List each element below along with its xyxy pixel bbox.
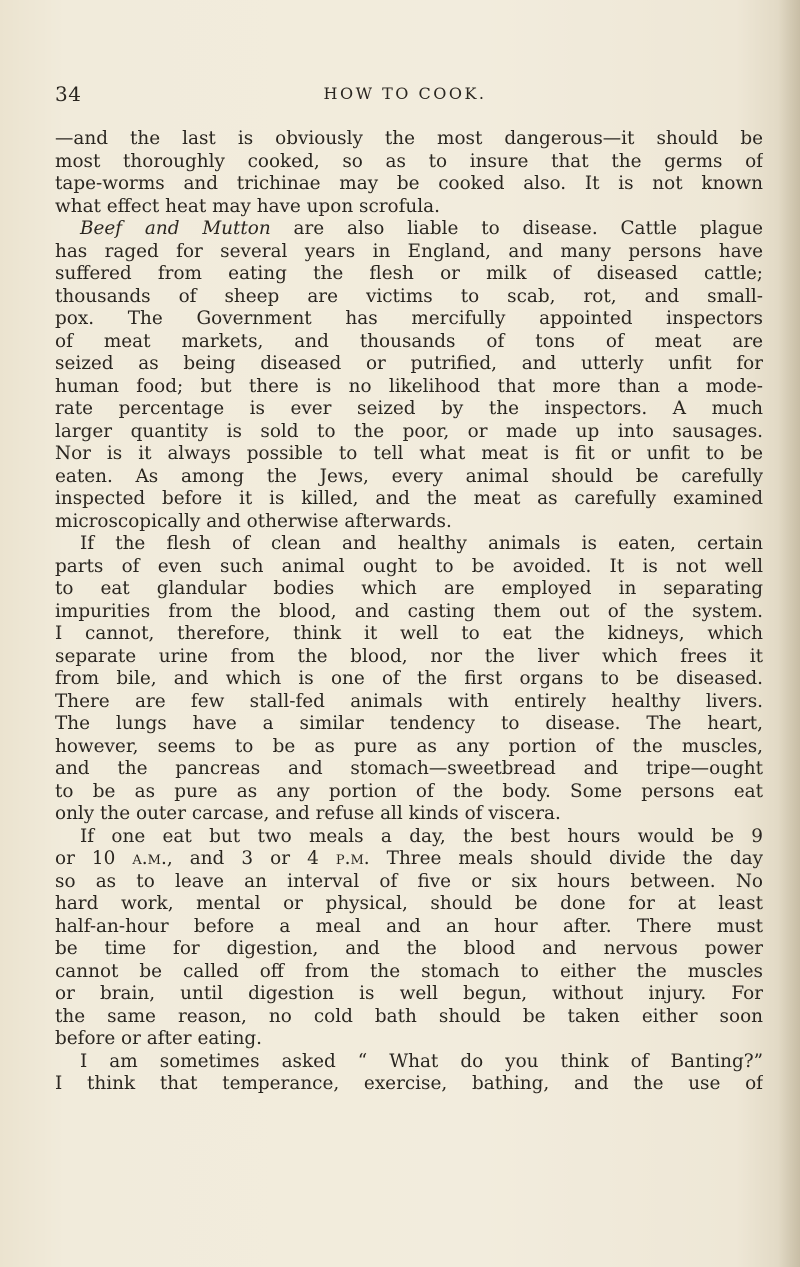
- text-line: microscopically and otherwise afterwards.: [55, 510, 452, 532]
- text-line: There are few stall-fed animals with entirely healthy livers.: [55, 690, 763, 712]
- text-line: the same reason, no cold bath should be taken either soon: [55, 1005, 763, 1027]
- text-line: pox. The Government has mercifully appointed inspectors: [55, 308, 763, 329]
- text-line: parts of even such animal ought to be avoided. It is not well: [55, 555, 763, 577]
- body-text: [55, 128, 763, 1096]
- text-line: inspected before it is killed, and the meat as carefully examined: [55, 488, 763, 509]
- text-line: from bile, and which is one of the first organs to be diseased.: [55, 668, 763, 689]
- text-line: I am sometimes asked “ What do you think of Banting?”: [80, 1050, 763, 1072]
- text-line: —and the last is obviously the most dangerous—it should be: [55, 128, 763, 149]
- text-line: to be as pure as any portion of the body. Some persons eat: [55, 780, 763, 802]
- section-lead-italic: Beef and Mutton: [80, 218, 271, 239]
- text-line: eaten. As among the Jews, every animal should be carefully: [55, 465, 763, 487]
- text-line: human food; but there is no likelihood that more than a mode-: [55, 375, 763, 397]
- text-line: [55, 848, 763, 871]
- text-line: of meat markets, and thousands of tons of meat are: [55, 330, 763, 352]
- text-line: impurities from the blood, and casting them out of the system.: [55, 600, 763, 622]
- text-line: cannot be called off from the stomach to either the muscles: [55, 960, 763, 982]
- text-line: Nor is it always possible to tell what meat is fit or unfit to be: [55, 443, 763, 464]
- text-run: are also liable to disease. Cattle plague: [270, 218, 763, 239]
- text-line: seized as being diseased or putrified, and utterly unfit for: [55, 353, 763, 374]
- text-line: thousands of sheep are victims to scab, rot, and small-: [55, 285, 763, 307]
- time-pm: p.m.: [335, 848, 370, 869]
- text-line: has raged for several years in England, and many persons have: [55, 240, 763, 262]
- text-line: [55, 218, 763, 241]
- running-head: HOW TO COOK.: [323, 84, 487, 103]
- page-edge-shadow: [778, 0, 800, 1267]
- text-line: be time for digestion, and the blood and nervous power: [55, 938, 763, 959]
- page-header: [55, 82, 755, 112]
- text-line: hard work, mental or physical, should be done for at least: [55, 893, 763, 914]
- text-line: only the outer carcase, and refuse all kinds of viscera.: [55, 803, 561, 824]
- text-line: most thoroughly cooked, so as to insure that the germs of: [55, 150, 763, 172]
- text-line: larger quantity is sold to the poor, or made up into sausages.: [55, 420, 763, 442]
- page-number: 34: [55, 82, 82, 106]
- text-line: however, seems to be as pure as any portion of the muscles,: [55, 735, 763, 757]
- text-line: separate urine from the blood, nor the liver which frees it: [55, 645, 763, 667]
- text-run: Three meals should divide the day: [369, 848, 763, 869]
- text-line: The lungs have a similar tendency to disease. The heart,: [55, 713, 763, 734]
- time-am: a.m.: [132, 848, 167, 869]
- text-line: so as to leave an interval of five or six hours between. No: [55, 870, 763, 892]
- text-line: If one eat but two meals a day, the best hours would be 9: [80, 825, 763, 847]
- text-line: or brain, until digestion is well begun, without injury. For: [55, 983, 763, 1004]
- text-line: to eat glandular bodies which are employed in separating: [55, 578, 763, 599]
- text-line: tape-worms and trichinae may be cooked also. It is not known: [55, 173, 763, 194]
- text-line: rate percentage is ever seized by the inspectors. A much: [55, 398, 763, 419]
- text-line: what effect heat may have upon scrofula.: [55, 195, 440, 217]
- text-run: or 10: [55, 848, 133, 869]
- text-line: I think that temperance, exercise, bathing, and the use of: [55, 1073, 763, 1094]
- text-line: If the flesh of clean and healthy animals is eaten, certain: [80, 533, 763, 554]
- text-line: before or after eating.: [55, 1028, 263, 1049]
- text-run: , and 3 or 4: [166, 848, 336, 869]
- text-line: half-an-hour before a meal and an hour after. There must: [55, 915, 763, 937]
- text-line: I cannot, therefore, think it well to eat the kidneys, which: [55, 623, 763, 644]
- text-line: and the pancreas and stomach—sweetbread and tripe—ought: [55, 758, 763, 779]
- text-line: suffered from eating the flesh or milk of diseased cattle;: [55, 263, 763, 284]
